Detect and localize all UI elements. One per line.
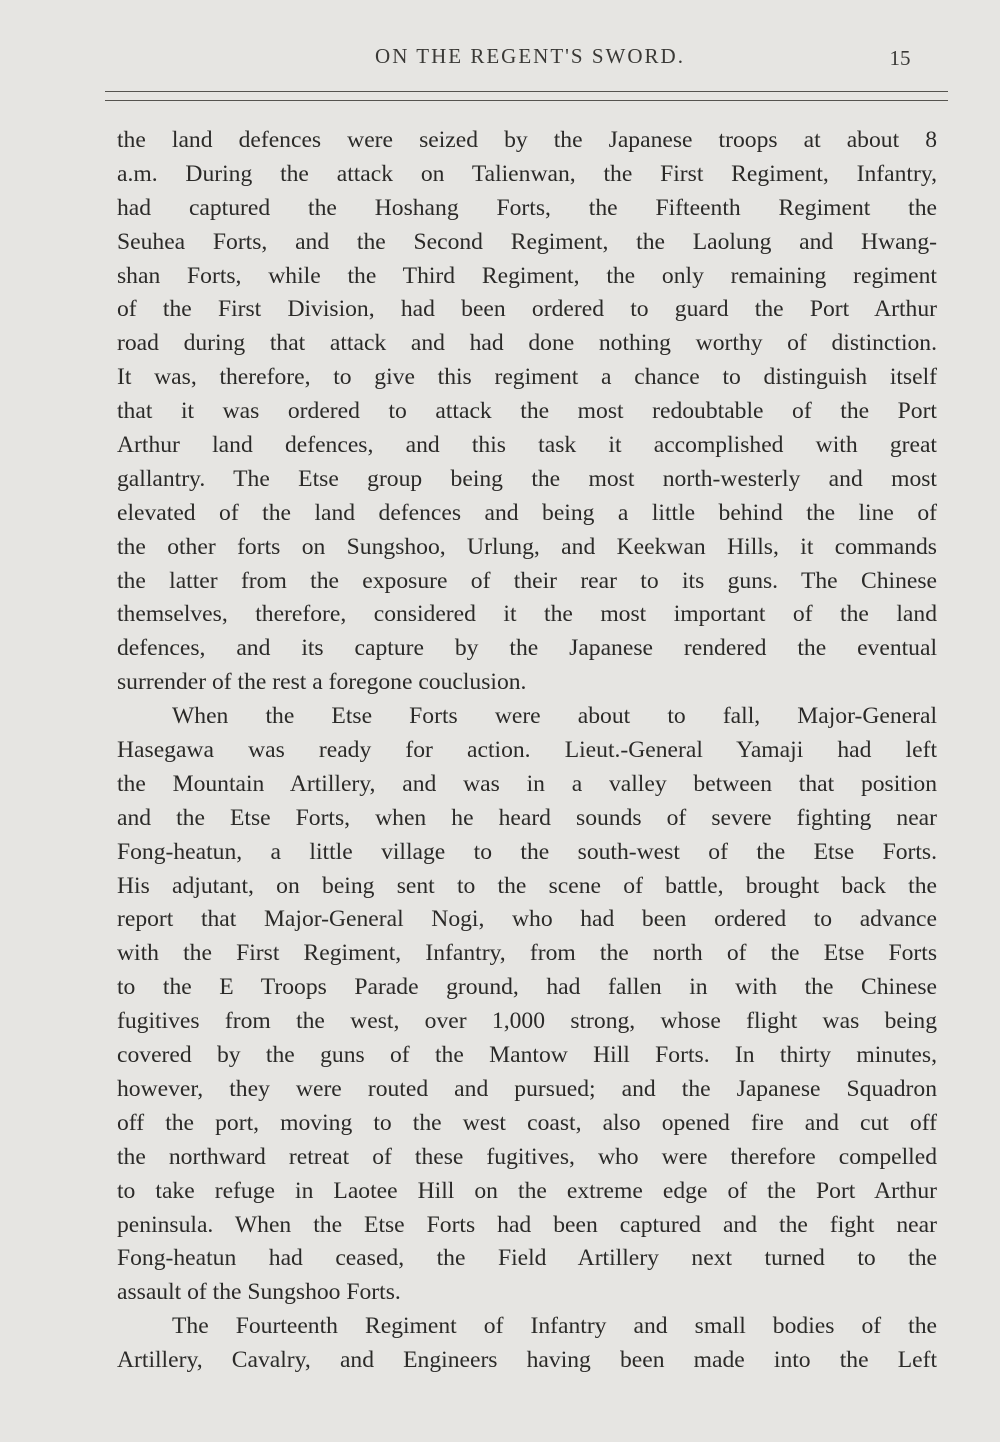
text-line: Fong-heatun had ceased, the Field Artillery next turned to the xyxy=(117,1245,937,1272)
text-line: fugitives from the west, over 1,000 strong, whose flight was being xyxy=(117,1008,937,1035)
text-line: with the First Regiment, Infantry, from the north of the Etse Forts xyxy=(117,940,937,967)
text-line: however, they were routed and pursued; and the Japanese Squadron xyxy=(117,1075,937,1102)
text-line: the land defences were seized by the Japanese troops at about 8 xyxy=(117,127,937,153)
text-line: defences, and its capture by the Japanese rendered the eventual xyxy=(117,635,937,662)
text-line: to take refuge in Laotee Hill on the extreme edge of the Port Arthur xyxy=(117,1177,937,1204)
text-line: the northward retreat of these fugitives, who were therefore compelled xyxy=(117,1143,937,1170)
text-line: and the Etse Forts, when he heard sounds of severe fighting near xyxy=(117,804,937,831)
text-line: themselves, therefore, considered it the most important of the land xyxy=(117,601,937,628)
text-line: peninsula. When the Etse Forts had been captured and the fight near xyxy=(117,1211,937,1238)
text-line: His adjutant, on being sent to the scene of battle, brought back the xyxy=(117,872,937,899)
text-line: that it was ordered to attack the most redoubtable of the Port xyxy=(117,398,937,425)
text-line: the Mountain Artillery, and was in a valley between that position xyxy=(117,770,937,797)
text-line: When the Etse Forts were about to fall, Major-General xyxy=(172,703,937,730)
text-line: shan Forts, while the Third Regiment, the only remaining regiment xyxy=(117,262,937,289)
text-line: the latter from the exposure of their rear to its guns. The Chinese xyxy=(117,567,937,594)
text-line: a.m. During the attack on Talienwan, the First Regiment, Infantry, xyxy=(117,160,937,187)
text-line: off the port, moving to the west coast, also opened fire and cut off xyxy=(117,1109,937,1136)
running-title: ON THE REGENT'S SWORD. xyxy=(375,44,685,68)
header-double-rule xyxy=(105,91,948,101)
text-line: Arthur land defences, and this task it accomplished with great xyxy=(117,432,937,459)
text-line: to the E Troops Parade ground, had fallen in with the Chinese xyxy=(117,974,937,1001)
text-line: surrender of the rest a foregone couclusion. xyxy=(117,669,527,696)
text-line: The Fourteenth Regiment of Infantry and small bodies of the xyxy=(172,1313,937,1340)
text-line: Hasegawa was ready for action. Lieut.-General Yamaji had left xyxy=(117,737,937,764)
text-line: Fong-heatun, a little village to the south-west of the Etse Forts. xyxy=(117,838,937,865)
text-line: had captured the Hoshang Forts, the Fifteenth Regiment the xyxy=(117,194,937,221)
running-head xyxy=(0,44,1000,80)
text-line: elevated of the land defences and being a little behind the line of xyxy=(117,499,937,526)
text-line: gallantry. The Etse group being the most north-westerly and most xyxy=(117,465,937,492)
text-line: assault of the Sungshoo Forts. xyxy=(117,1279,401,1306)
text-line: It was, therefore, to give this regiment a chance to distinguish itself xyxy=(117,364,937,391)
body-text xyxy=(117,124,937,1378)
text-line: Artillery, Cavalry, and Engineers having been made into the Left xyxy=(117,1347,937,1374)
text-line: report that Major-General Nogi, who had been ordered to advance xyxy=(117,906,937,933)
text-line: of the First Division, had been ordered to guard the Port Arthur xyxy=(117,296,937,323)
text-line: road during that attack and had done nothing worthy of distinction. xyxy=(117,330,937,357)
text-line: Seuhea Forts, and the Second Regiment, the Laolung and Hwang- xyxy=(117,228,937,255)
page-number: 15 xyxy=(889,46,911,70)
text-line: covered by the guns of the Mantow Hill Forts. In thirty minutes, xyxy=(117,1042,937,1069)
text-line: the other forts on Sungshoo, Urlung, and Keekwan Hills, it commands xyxy=(117,533,937,560)
